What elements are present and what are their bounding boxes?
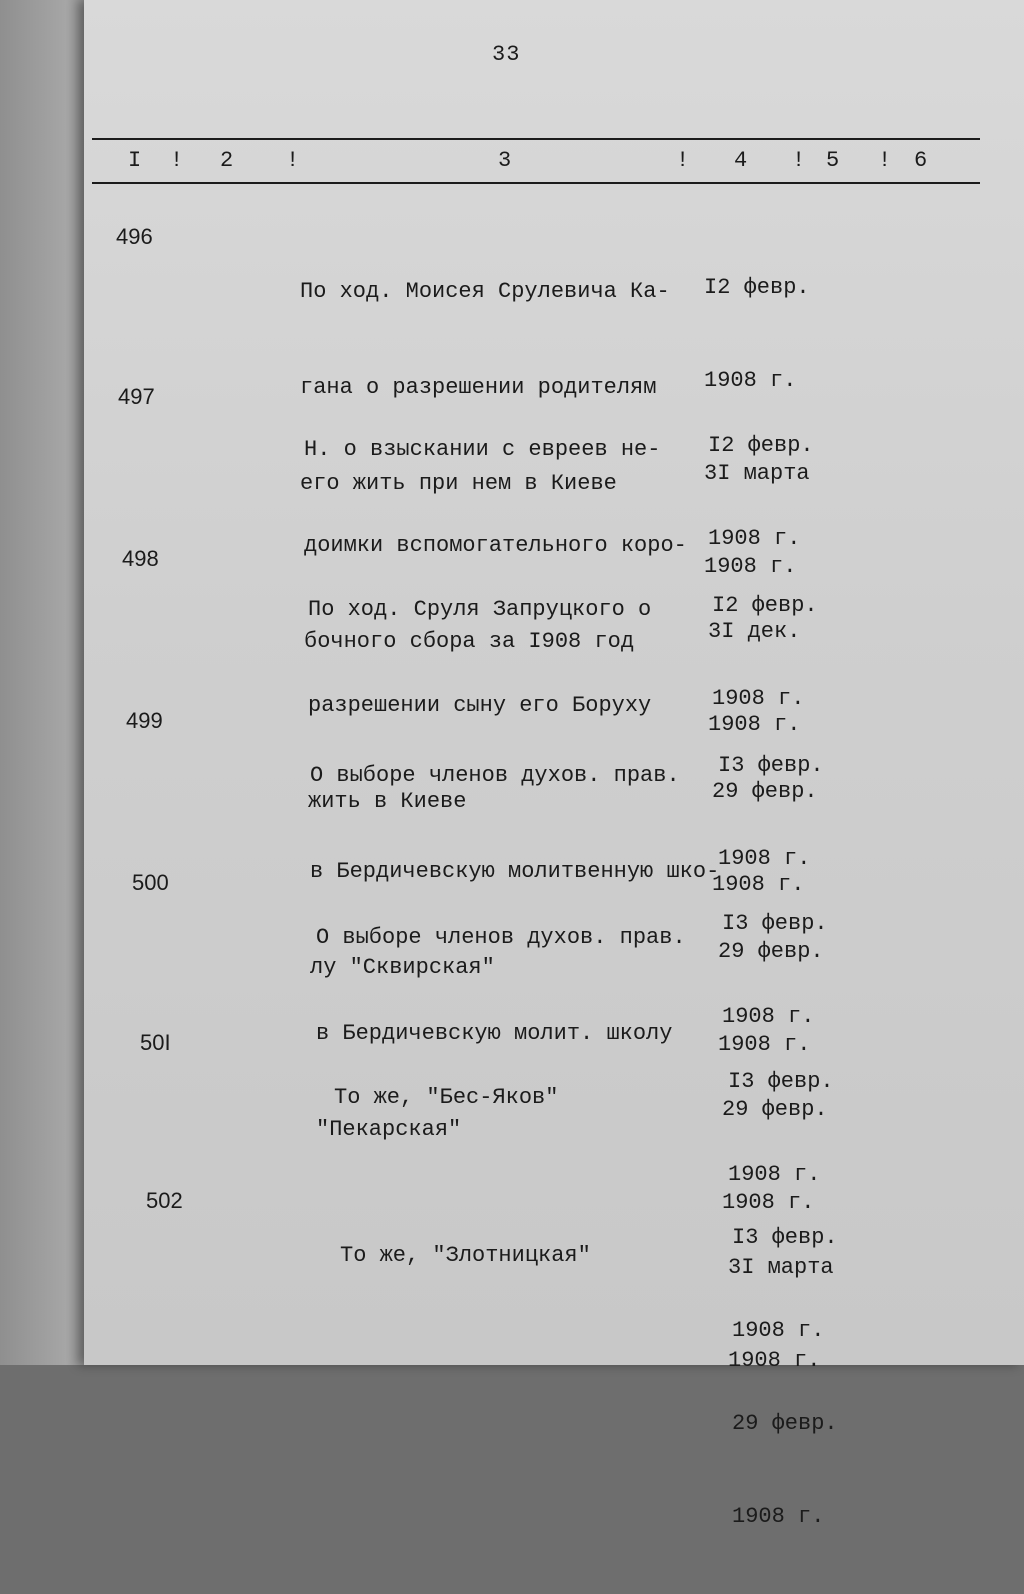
end-year: 1908 г.	[732, 1504, 825, 1529]
description-line: гана о разрешении родителям	[300, 375, 657, 400]
description-line: доимки вспомогательного коро-	[304, 533, 687, 558]
description-line: его жить при нем в Киеве	[300, 471, 617, 496]
start-year: 1908 г.	[728, 1162, 821, 1187]
start-date: I3 февр.	[728, 1069, 834, 1094]
record-number: 500	[132, 870, 169, 895]
end-year: 1908 г.	[718, 1032, 811, 1057]
end-year: 1908 г.	[704, 554, 797, 579]
end-date: 3I марта	[704, 461, 810, 486]
column-header-6: 6	[914, 148, 928, 173]
column-separator: !	[676, 148, 690, 173]
end-date: 29 февр.	[718, 939, 824, 964]
description-line: жить в Киеве	[308, 789, 467, 814]
column-separator: !	[286, 148, 300, 173]
end-date: 29 февр.	[732, 1411, 838, 1436]
description-line: разрешении сыну его Боруху	[308, 693, 652, 718]
column-separator: !	[170, 148, 184, 173]
column-header-3: 3	[498, 148, 512, 173]
start-year: 1908 г.	[704, 368, 797, 393]
end-year: 1908 г.	[728, 1348, 821, 1373]
column-separator: !	[792, 148, 806, 173]
column-header-2: 2	[220, 148, 234, 173]
record-number: 502	[146, 1188, 183, 1213]
column-header-1: I	[128, 148, 142, 173]
record-dates	[732, 1160, 838, 1594]
end-date: 3I дек.	[708, 619, 801, 644]
record-number: 497	[118, 384, 155, 409]
description-line: О выборе членов духов. прав.	[310, 763, 680, 788]
record-number: 496	[116, 224, 153, 249]
header-rule-top	[92, 138, 980, 140]
record-number: 50I	[140, 1030, 171, 1055]
start-date: I2 февр.	[712, 593, 818, 618]
end-date: 29 февр.	[712, 779, 818, 804]
record-description	[334, 1018, 558, 1178]
end-year: 1908 г.	[712, 872, 805, 897]
column-separator: !	[878, 148, 892, 173]
description-line: Н. о взыскании с евреев не-	[304, 437, 661, 462]
description-line: в Бердичевскую молитвенную шко-	[310, 859, 720, 884]
start-date: I3 февр.	[732, 1225, 838, 1250]
column-header-5: 5	[826, 148, 840, 173]
document-page	[84, 0, 1024, 1529]
end-year: 1908 г.	[722, 1190, 815, 1215]
end-date: 3I марта	[728, 1255, 834, 1280]
record-description	[340, 1176, 591, 1336]
start-year: 1908 г.	[722, 1004, 815, 1029]
description-line: в Бердичевскую молит. школу	[316, 1021, 673, 1046]
record-number: 499	[126, 708, 163, 733]
page-number: 33	[492, 42, 521, 67]
end-date: 29 февр.	[722, 1097, 828, 1122]
header-rule-bottom	[92, 182, 980, 184]
start-date: I2 февр.	[704, 275, 810, 300]
start-year: 1908 г.	[718, 846, 811, 871]
description-line: То же, "Бес-Яков"	[334, 1085, 559, 1110]
record-number: 498	[122, 546, 159, 571]
start-date: I3 февр.	[718, 753, 824, 778]
end-year: 1908 г.	[708, 712, 801, 737]
start-year: 1908 г.	[712, 686, 805, 711]
column-header-4: 4	[734, 148, 748, 173]
description-line: лу "Сквирская"	[310, 955, 495, 980]
description-line: По ход. Сруля Запруцкого о	[308, 597, 652, 622]
start-year: 1908 г.	[708, 526, 801, 551]
start-date: I3 февр.	[722, 911, 828, 936]
description-line: О выборе членов духов. прав.	[316, 925, 686, 950]
description-line: "Пекарская"	[316, 1117, 462, 1142]
description-line: То же, "Злотницкая"	[340, 1243, 591, 1268]
start-date: I2 февр.	[708, 433, 814, 458]
start-year: 1908 г.	[732, 1318, 825, 1343]
description-line: бочного сбора за I908 год	[304, 629, 635, 654]
description-line: По ход. Моисея Срулевича Ка-	[300, 279, 670, 304]
